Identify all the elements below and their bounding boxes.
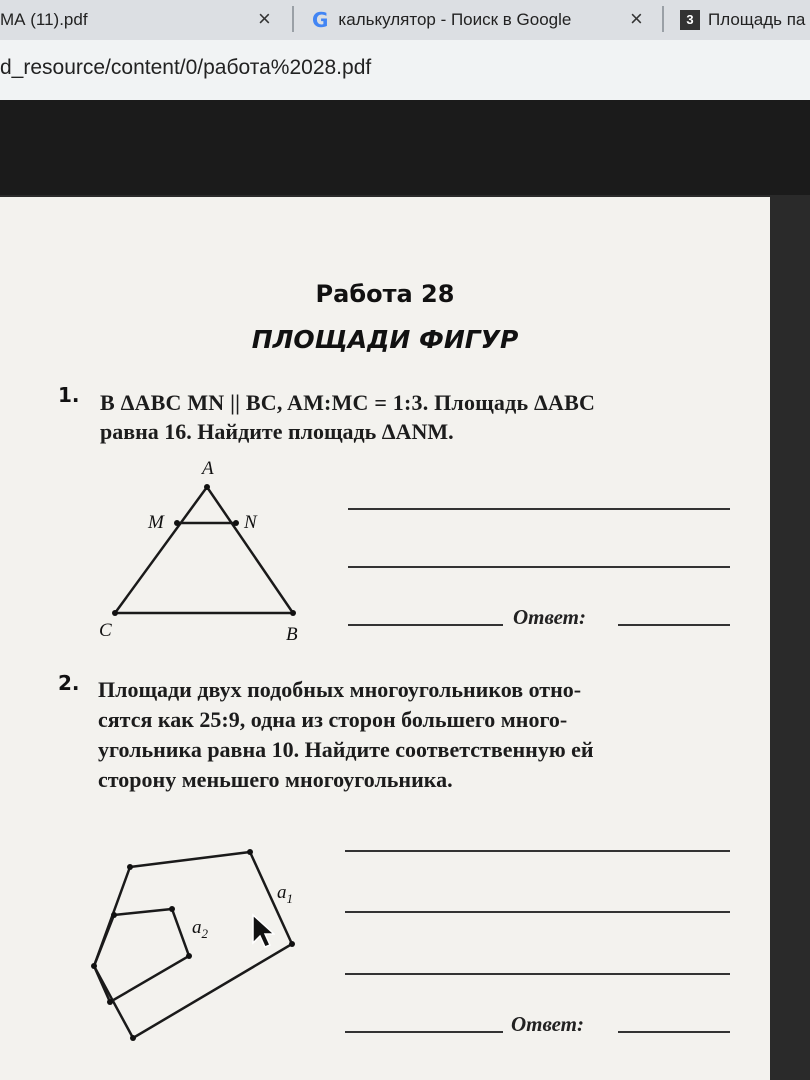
close-tab-icon[interactable]: × [258, 6, 271, 31]
vertex-m [174, 520, 180, 526]
tab-calculator-search[interactable] [312, 0, 571, 40]
page-title: Работа 28 [315, 280, 455, 308]
vertex-point [130, 1035, 136, 1041]
vertex-a [204, 484, 210, 490]
label-a2: $a_2$ [192, 917, 208, 941]
label-b: B [286, 624, 298, 645]
problem-number: 1. [58, 383, 80, 407]
triangle-abc [115, 487, 293, 613]
address-bar[interactable] [0, 40, 810, 101]
figures [0, 197, 770, 1080]
problem-number: 2. [58, 671, 80, 695]
problem2-text-line: сятся как 25:9, одна из сторон большего много- [98, 707, 568, 732]
label-a1: $a_1$ [277, 882, 293, 906]
mouse-cursor-icon [251, 913, 275, 949]
triangle-figure [99, 458, 298, 645]
small-polygon [94, 909, 189, 1002]
google-icon: G [312, 8, 329, 32]
tab-title: калькулятор - Поиск в Google [338, 10, 572, 29]
tab-title: МА (11).pdf [0, 10, 88, 29]
vertex-point [169, 906, 175, 912]
url-text[interactable]: d_resource/content/0/работа%2028.pdf [0, 56, 372, 79]
vertex-c [112, 610, 118, 616]
answer-label: Ответ: [513, 605, 586, 629]
problem2-text-line: Площади двух подобных многоугольников отно- [98, 677, 582, 702]
vertex-point [111, 912, 117, 918]
problem1-text-line1: В ΔABC MN || BC, AM:MC = 1:3. Площадь ΔABC [100, 390, 596, 415]
pdf-toolbar-area [0, 100, 810, 195]
problem1-text-line2: равна 16. Найдите площадь ΔANM. [100, 419, 454, 444]
close-tab-icon[interactable]: × [630, 6, 643, 31]
tab-bar [0, 0, 810, 40]
page-subtitle: ПЛОЩАДИ ФИГУР [251, 325, 519, 354]
tab-pdf-11[interactable] [0, 0, 88, 40]
problem2-text-line: сторону меньшего многоугольника. [98, 767, 453, 792]
vertex-point [247, 849, 253, 855]
tab-separator [662, 6, 664, 32]
vertex-n [233, 520, 239, 526]
vertex-point [186, 953, 192, 959]
pdf-page [0, 197, 770, 1080]
label-c: C [99, 620, 112, 641]
label-m: M [148, 512, 164, 533]
tab-separator [292, 6, 294, 32]
vertex-b [290, 610, 296, 616]
site-favicon-icon: 3 [680, 10, 700, 30]
label-n: N [244, 512, 257, 533]
vertex-point [107, 999, 113, 1005]
label-a: A [202, 458, 214, 479]
problem2-text-line: угольника равна 10. Найдите соответственную ей [98, 737, 594, 762]
answer-label: Ответ: [511, 1012, 584, 1036]
vertex-point [127, 864, 133, 870]
tab-area[interactable] [680, 0, 805, 40]
vertex-point [289, 941, 295, 947]
vertex-point [91, 963, 97, 969]
tab-title: Площадь па [708, 10, 806, 29]
